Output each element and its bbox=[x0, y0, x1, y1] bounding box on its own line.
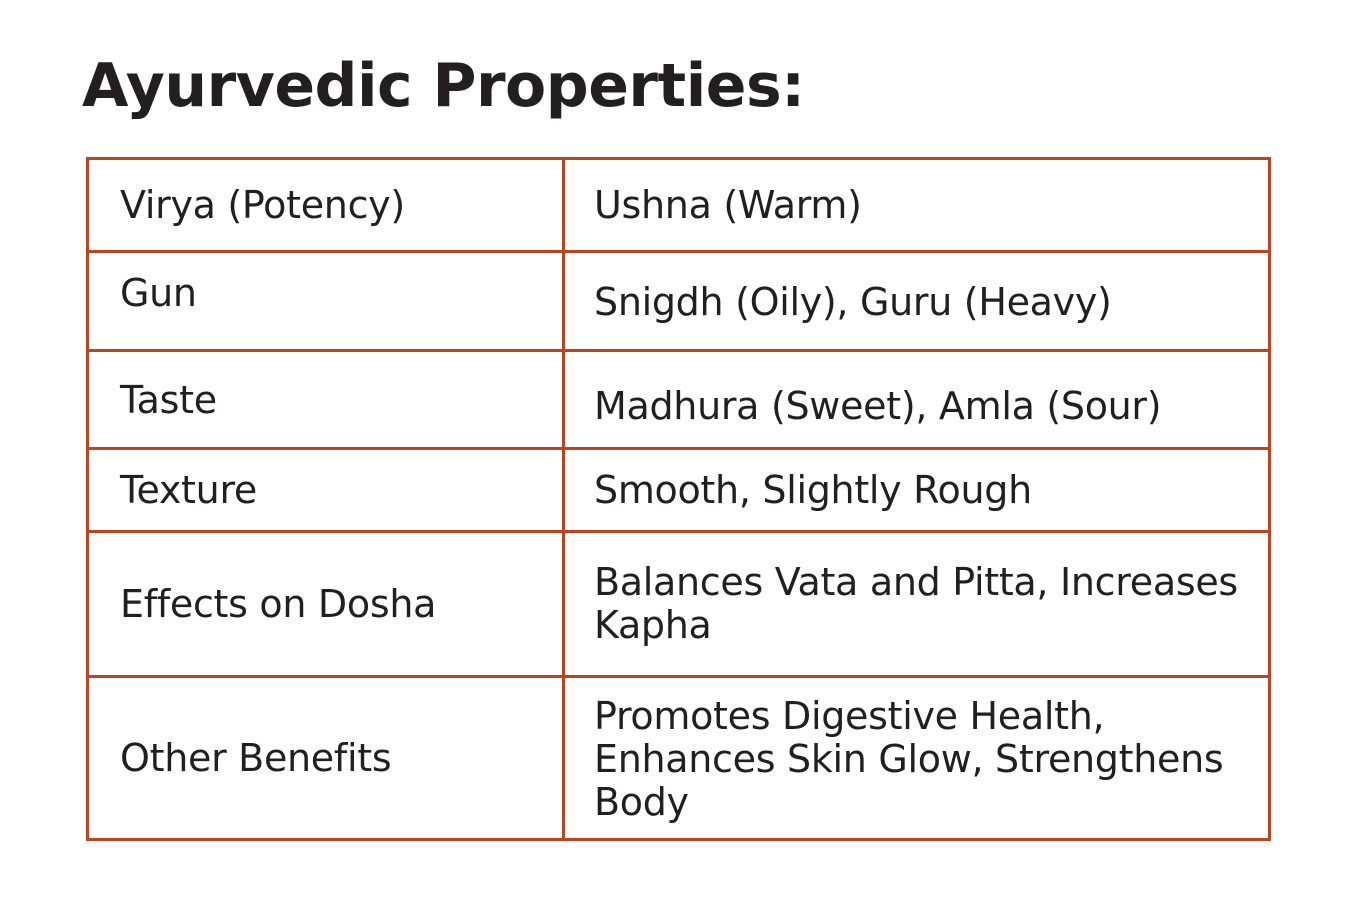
property-label-cell bbox=[88, 351, 564, 449]
table-row-effects-on-dosha bbox=[88, 532, 1270, 677]
property-label-cell bbox=[88, 159, 564, 252]
property-value-cell bbox=[564, 677, 1270, 840]
property-label: Gun bbox=[120, 271, 197, 315]
property-value: Madhura (Sweet), Amla (Sour) bbox=[594, 384, 1162, 428]
property-value: Promotes Digestive Health, Enhances Skin Glow, Strengthens Body bbox=[594, 694, 1224, 824]
property-label: Texture bbox=[120, 467, 258, 512]
property-label: Effects on Dosha bbox=[120, 581, 437, 626]
table-row-virya bbox=[88, 159, 1270, 252]
property-value-cell bbox=[564, 449, 1270, 532]
property-label: Taste bbox=[120, 378, 217, 422]
property-value: Ushna (Warm) bbox=[594, 182, 862, 227]
table-row-texture bbox=[88, 449, 1270, 532]
property-label-cell bbox=[88, 677, 564, 840]
property-label: Other Benefits bbox=[120, 735, 392, 780]
ayurvedic-properties-table bbox=[86, 157, 1271, 841]
property-label-cell bbox=[88, 449, 564, 532]
property-value-cell bbox=[564, 532, 1270, 677]
property-value-cell bbox=[564, 351, 1270, 449]
property-value: Snigdh (Oily), Guru (Heavy) bbox=[594, 280, 1112, 324]
property-value: Smooth, Slightly Rough bbox=[594, 467, 1032, 512]
property-label-cell bbox=[88, 532, 564, 677]
property-value: Balances Vata and Pitta, Increases Kapha bbox=[594, 560, 1238, 647]
property-value-cell bbox=[564, 252, 1270, 351]
property-label-cell bbox=[88, 252, 564, 351]
table-row-taste bbox=[88, 351, 1270, 449]
page-title: Ayurvedic Properties: bbox=[82, 51, 805, 121]
table-row-gun bbox=[88, 252, 1270, 351]
table-row-other-benefits bbox=[88, 677, 1270, 840]
property-label: Virya (Potency) bbox=[120, 182, 405, 227]
property-value-cell bbox=[564, 159, 1270, 252]
